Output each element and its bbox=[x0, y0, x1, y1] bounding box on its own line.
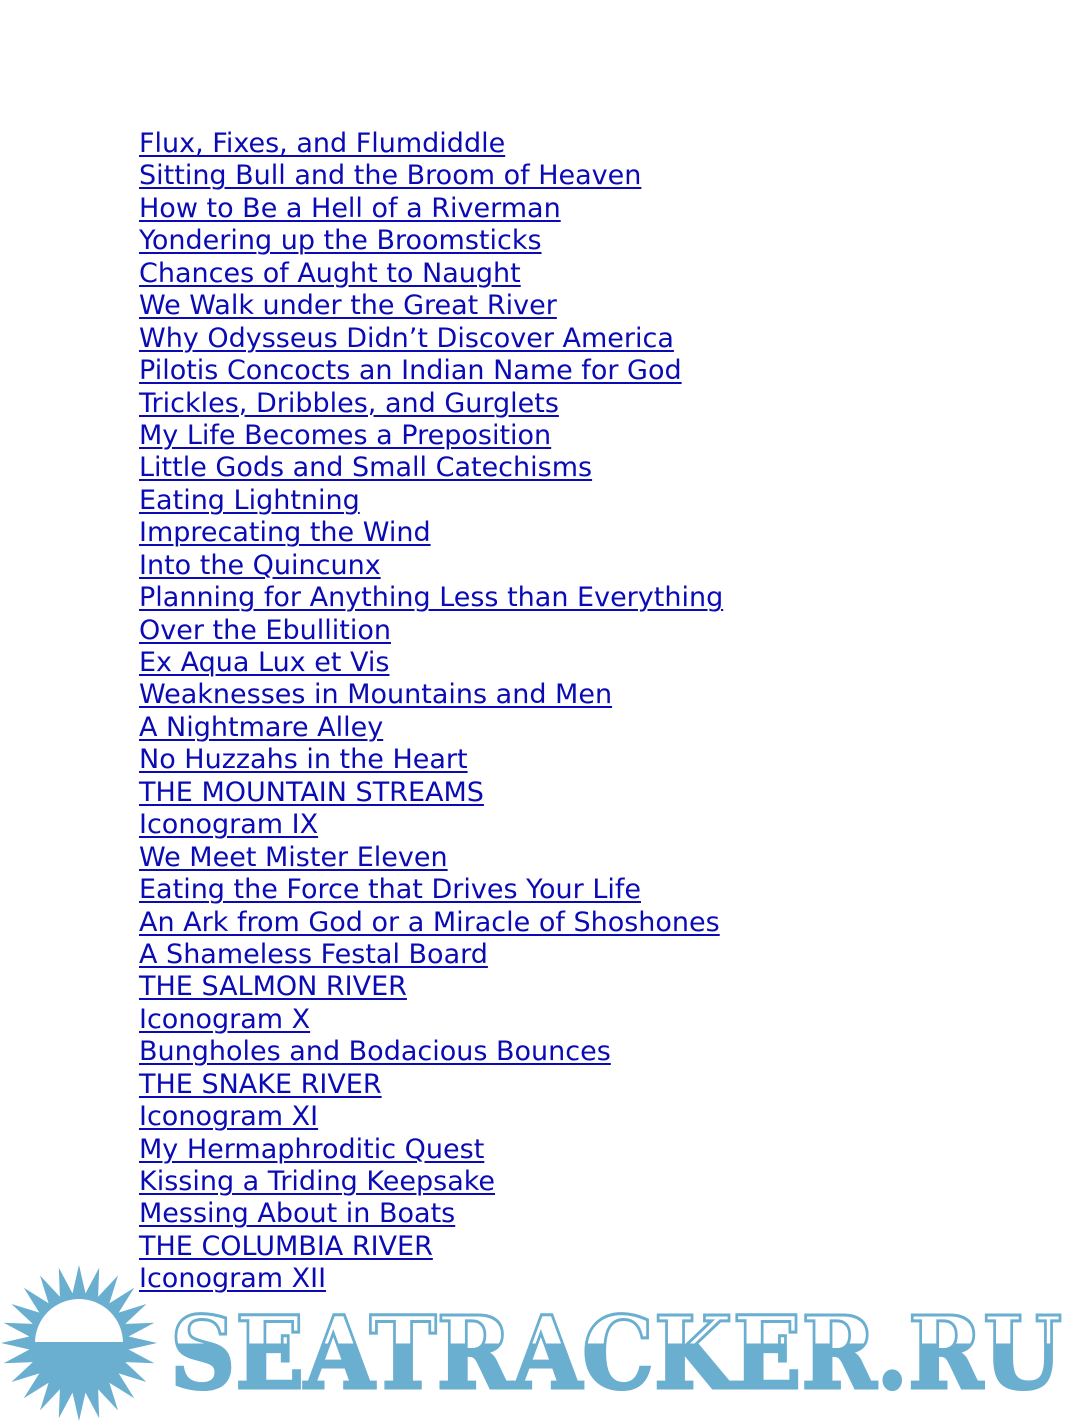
toc-item bbox=[139, 160, 723, 192]
toc-item bbox=[139, 712, 723, 744]
toc-link[interactable]: Chances of Aught to Naught bbox=[139, 257, 521, 289]
toc-item bbox=[139, 517, 723, 549]
toc-item bbox=[139, 452, 723, 484]
toc-item bbox=[139, 323, 723, 355]
toc-link[interactable]: My Life Becomes a Preposition bbox=[139, 419, 552, 451]
toc-link[interactable]: A Nightmare Alley bbox=[139, 711, 384, 743]
toc-item bbox=[139, 907, 723, 939]
toc-link[interactable]: Iconogram XII bbox=[139, 1263, 327, 1295]
toc-item bbox=[139, 874, 723, 906]
toc-item bbox=[139, 777, 723, 809]
toc-link[interactable]: THE SALMON RIVER bbox=[139, 971, 407, 1003]
toc-item bbox=[139, 582, 723, 614]
toc-item bbox=[139, 128, 723, 160]
toc-item bbox=[139, 842, 723, 874]
toc-link[interactable]: Over the Ebullition bbox=[139, 614, 391, 646]
toc-item bbox=[139, 971, 723, 1003]
toc-item bbox=[139, 1166, 723, 1198]
toc-item bbox=[139, 420, 723, 452]
toc-item bbox=[139, 1069, 723, 1101]
toc-item bbox=[139, 679, 723, 711]
toc-item bbox=[139, 290, 723, 322]
toc-item bbox=[139, 388, 723, 420]
toc-link[interactable]: Into the Quincunx bbox=[139, 549, 381, 581]
watermark bbox=[0, 1262, 1080, 1425]
toc-link[interactable]: Iconogram XI bbox=[139, 1101, 319, 1133]
toc-link[interactable]: Kissing a Triding Keepsake bbox=[139, 1166, 496, 1197]
toc-item bbox=[139, 1231, 723, 1263]
toc-link[interactable]: Messing About in Boats bbox=[139, 1198, 456, 1230]
toc-link[interactable]: No Huzzahs in the Heart bbox=[139, 744, 468, 776]
toc-link[interactable]: THE MOUNTAIN STREAMS bbox=[139, 776, 484, 808]
toc-link[interactable]: Iconogram X bbox=[139, 1003, 311, 1035]
toc-link[interactable]: THE COLUMBIA RIVER bbox=[139, 1230, 433, 1262]
toc-link[interactable]: Imprecating the Wind bbox=[139, 517, 431, 549]
toc-item bbox=[139, 258, 723, 290]
toc-link[interactable]: Eating the Force that Drives Your Life bbox=[139, 874, 641, 906]
toc-item bbox=[139, 225, 723, 257]
toc-item bbox=[139, 647, 723, 679]
sun-burst-icon bbox=[1, 1265, 157, 1421]
toc-link[interactable]: THE SNAKE RIVER bbox=[139, 1068, 382, 1100]
toc-item bbox=[139, 1134, 723, 1166]
toc-link[interactable]: Flux, Fixes, and Flumdiddle bbox=[139, 128, 506, 159]
toc-link[interactable]: Pilotis Concocts an Indian Name for God bbox=[139, 355, 682, 387]
toc-link[interactable]: Bungholes and Bodacious Bounces bbox=[139, 1036, 611, 1068]
toc-item bbox=[139, 809, 723, 841]
toc-item bbox=[139, 1198, 723, 1230]
toc-link[interactable]: We Meet Mister Eleven bbox=[139, 841, 448, 873]
toc-item bbox=[139, 744, 723, 776]
toc-item bbox=[139, 485, 723, 517]
toc-item bbox=[139, 1036, 723, 1068]
toc-link[interactable]: My Hermaphroditic Quest bbox=[139, 1133, 485, 1165]
toc-link[interactable]: Planning for Anything Less than Everything bbox=[139, 582, 724, 614]
toc-link[interactable]: Ex Aqua Lux et Vis bbox=[139, 647, 390, 678]
toc-link[interactable]: Yondering up the Broomsticks bbox=[139, 225, 542, 257]
table-of-contents bbox=[139, 128, 723, 1296]
toc-link[interactable]: How to Be a Hell of a Riverman bbox=[139, 192, 561, 224]
toc-item bbox=[139, 1004, 723, 1036]
toc-link[interactable]: A Shameless Festal Board bbox=[139, 938, 488, 970]
toc-link[interactable]: Trickles, Dribbles, and Gurglets bbox=[139, 387, 559, 419]
watermark-text: SEATRACKER.RU bbox=[170, 1294, 1062, 1412]
toc-link[interactable]: An Ark from God or a Miracle of Shoshones bbox=[139, 906, 720, 938]
toc-item bbox=[139, 615, 723, 647]
toc-item bbox=[139, 355, 723, 387]
toc-link[interactable]: Weaknesses in Mountains and Men bbox=[139, 679, 613, 711]
toc-link[interactable]: Iconogram IX bbox=[139, 809, 319, 841]
toc-item bbox=[139, 550, 723, 582]
toc-link[interactable]: Why Odysseus Didn’t Discover America bbox=[139, 322, 674, 354]
toc-item bbox=[139, 193, 723, 225]
toc-link[interactable]: We Walk under the Great River bbox=[139, 290, 557, 322]
toc-link[interactable]: Eating Lightning bbox=[139, 484, 360, 516]
toc-link[interactable]: Sitting Bull and the Broom of Heaven bbox=[139, 160, 642, 192]
toc-item bbox=[139, 939, 723, 971]
toc-item bbox=[139, 1101, 723, 1133]
toc-link[interactable]: Little Gods and Small Catechisms bbox=[139, 452, 593, 484]
